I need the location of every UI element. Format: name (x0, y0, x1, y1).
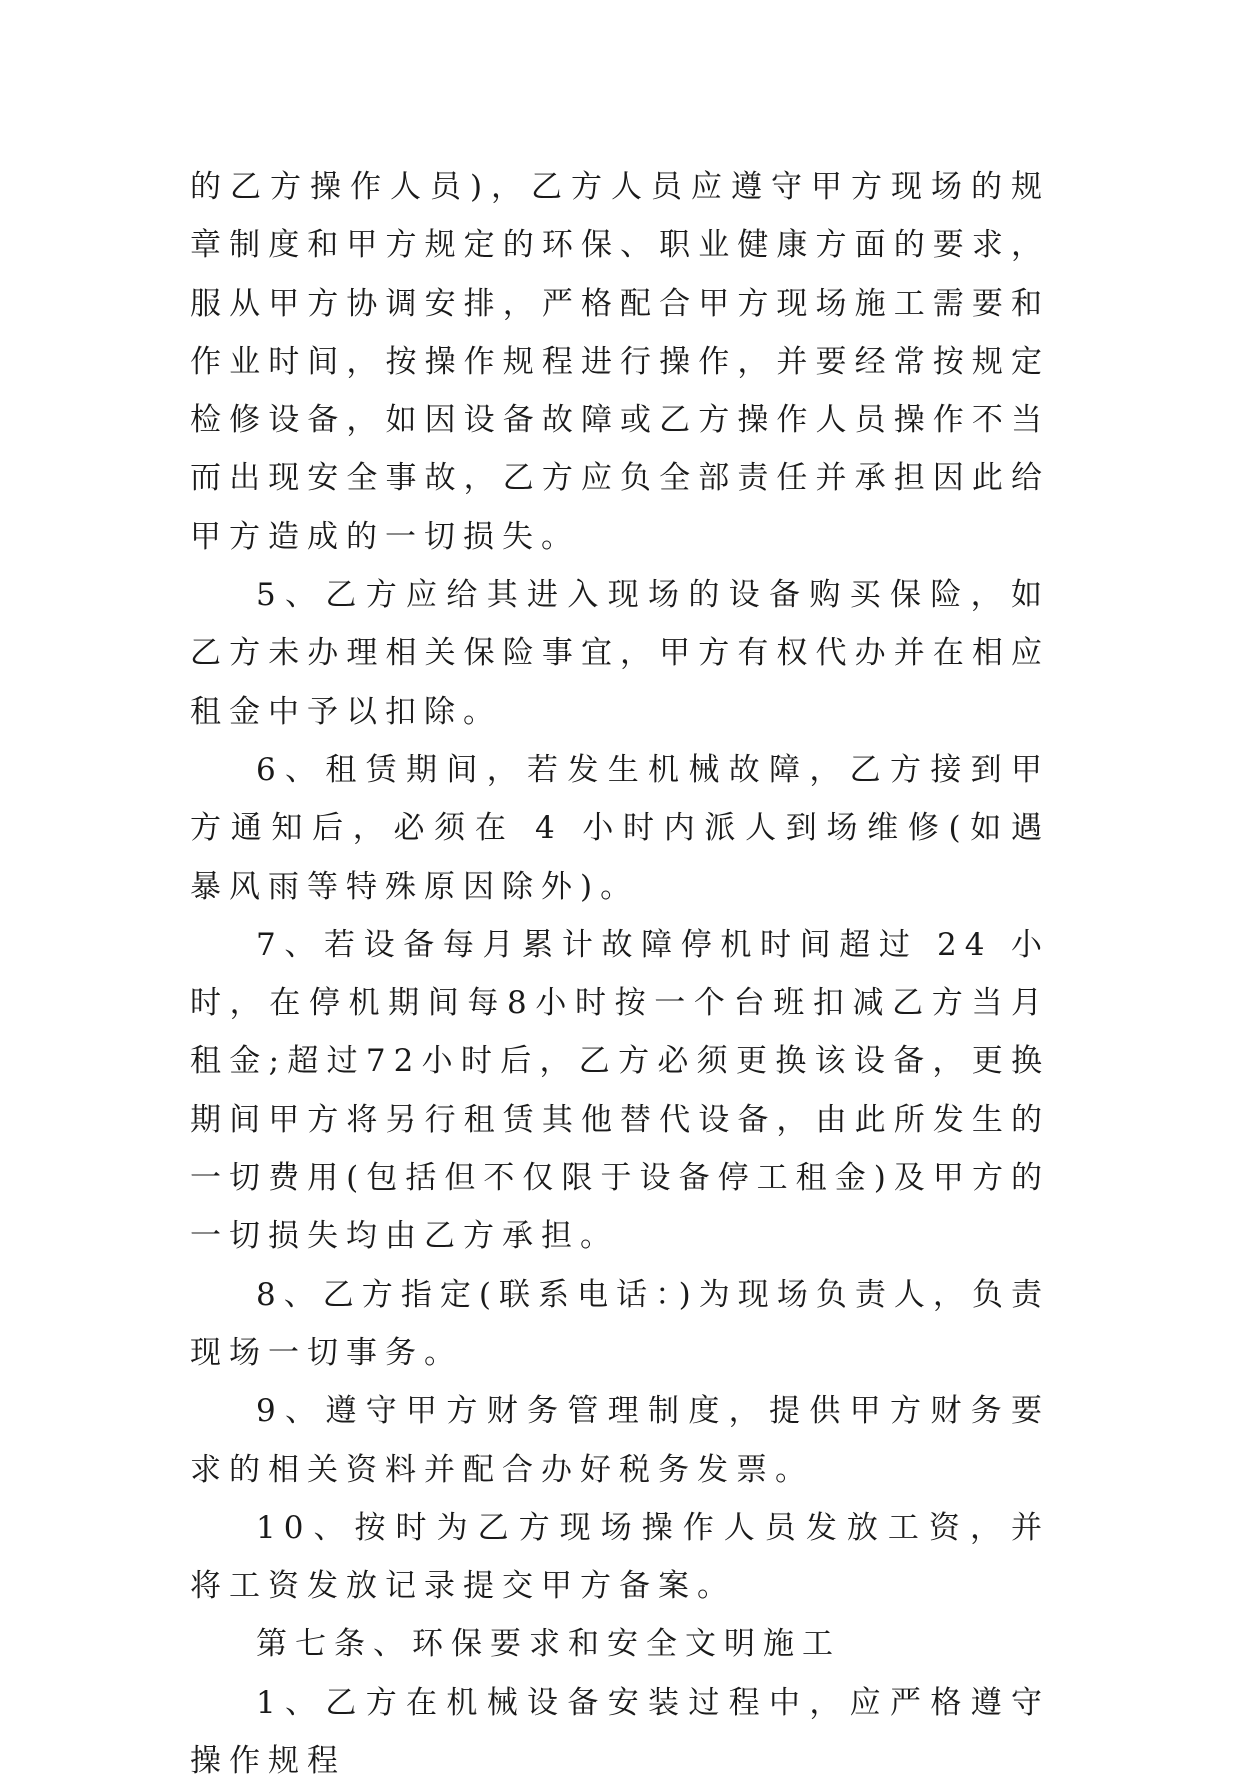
paragraph-item-7: 7、若设备每月累计故障停机时间超过 24 小时，在停机期间每8小时按一个台班扣减乙方当月租金;超过72小时后，乙方必须更换该设备，更换期间甲方将另行租赁其他替代设备，由此所发生的一切费用(包括但不仅限于设备停工租金)及甲方的一切损失均由乙方承担。 (190, 926, 1050, 1255)
paragraph-item-9: 9、遵守甲方财务管理制度，提供甲方财务要求的相关资料并配合办好税务发票。 (190, 1393, 1050, 1488)
paragraph-item-5: 5、乙方应给其进入现场的设备购买保险，如乙方未办理相关保险事宜，甲方有权代办并在相应租金中予以扣除。 (190, 577, 1050, 730)
paragraph-continuation: 的乙方操作人员)，乙方人员应遵守甲方现场的规章制度和甲方规定的环保、职业健康方面的要求，服从甲方协调安排，严格配合甲方现场施工需要和作业时间，按操作规程进行操作，并要经常按规定检修设备，如因设备故障或乙方操作人员操作不当而出现安全事故，乙方应负全部责任并承担因此给甲方造成的一切损失。 (190, 169, 1050, 555)
article-7-heading: 第七条、环保要求和安全文明施工 (256, 1626, 841, 1663)
paragraph-item-6: 6、租赁期间，若发生机械故障，乙方接到甲方通知后，必须在 4 小时内派人到场维修(如遇暴风雨等特殊原因除外)。 (190, 751, 1050, 905)
paragraph-item-8: 8、乙方指定(联系电话：)为现场负责人，负责现场一切事务。 (190, 1276, 1050, 1371)
paragraph-article-7-item-1: 1、乙方在机械设备安装过程中，应严格遵守操作规程 (190, 1684, 1050, 1780)
paragraph-item-10: 10、按时为乙方现场操作人员发放工资，并将工资发放记录提交甲方备案。 (190, 1509, 1050, 1605)
document-body (190, 158, 1050, 1790)
